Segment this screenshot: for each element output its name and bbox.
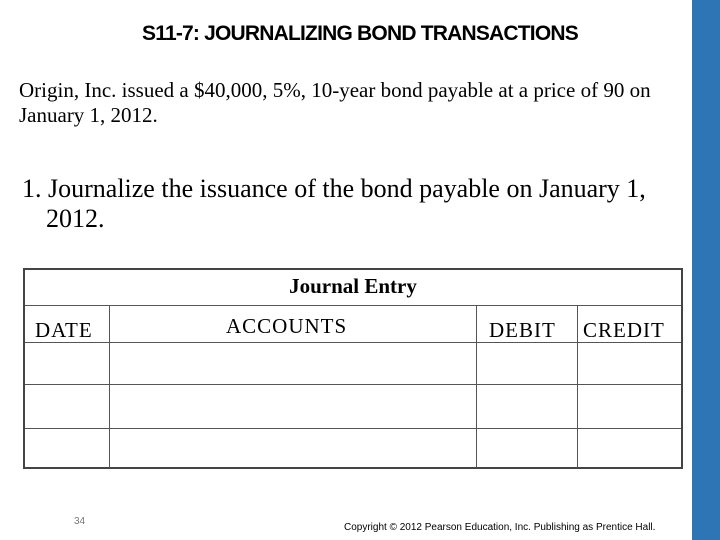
table-divider-top bbox=[25, 305, 681, 306]
date-cell[interactable] bbox=[25, 429, 109, 467]
accounts-cell[interactable] bbox=[110, 343, 476, 384]
debit-cell[interactable] bbox=[477, 385, 577, 428]
slide-title: S11-7: JOURNALIZING BOND TRANSACTIONS bbox=[142, 22, 578, 45]
column-header-credit: CREDIT bbox=[583, 318, 665, 342]
column-header-accounts: ACCOUNTS bbox=[226, 314, 348, 338]
date-cell[interactable] bbox=[25, 385, 109, 428]
accounts-cell[interactable] bbox=[110, 385, 476, 428]
debit-cell[interactable] bbox=[477, 429, 577, 467]
page-number: 34 bbox=[74, 516, 86, 527]
date-cell[interactable] bbox=[25, 343, 109, 384]
problem-statement: Origin, Inc. issued a $40,000, 5%, 10-year bond payable at a price of 90 on January 1, 2012. bbox=[19, 78, 651, 127]
credit-cell[interactable] bbox=[578, 385, 681, 428]
credit-cell[interactable] bbox=[578, 429, 681, 467]
accent-side-bar bbox=[692, 0, 720, 540]
table-row bbox=[25, 429, 681, 467]
journal-table-title: Journal Entry bbox=[289, 274, 417, 298]
accounts-cell[interactable] bbox=[110, 429, 476, 467]
credit-cell[interactable] bbox=[578, 343, 681, 384]
table-row bbox=[25, 385, 681, 428]
column-header-debit: DEBIT bbox=[489, 318, 556, 342]
copyright-notice: Copyright © 2012 Pearson Education, Inc. Publishing as Prentice Hall. bbox=[344, 522, 656, 533]
debit-cell[interactable] bbox=[477, 343, 577, 384]
column-header-date: DATE bbox=[35, 318, 93, 342]
question-text: 1. Journalize the issuance of the bond payable on January 1, 2012. bbox=[22, 174, 646, 233]
table-row bbox=[25, 343, 681, 384]
